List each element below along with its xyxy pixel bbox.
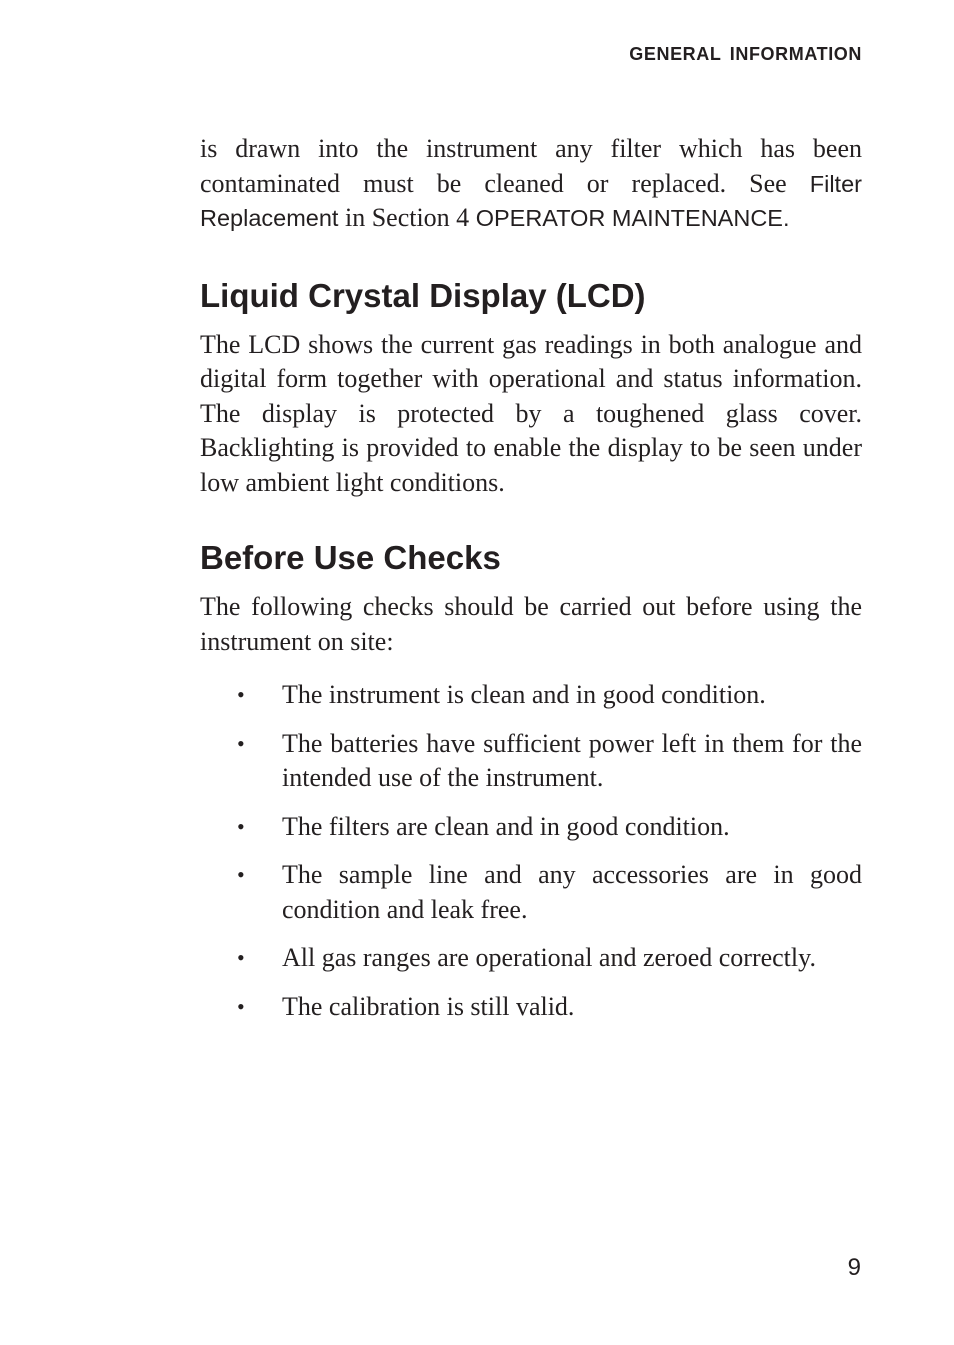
lcd-section-heading: Liquid Crystal Display (LCD)	[200, 276, 646, 314]
running-header: GENERAL INFORMATION	[629, 44, 862, 64]
check-item-text: The filters are clean and in good condition.	[282, 811, 730, 841]
bullet-icon: •	[237, 682, 245, 707]
intro-text-before: is drawn into the instrument any filter which has been contaminated must be cleaned or replaced. See	[200, 134, 862, 198]
check-item-calibration	[200, 990, 862, 1025]
before-use-checks-list	[200, 678, 862, 1024]
filter-replacement-reference: Filter Replacement	[200, 170, 862, 231]
check-item-text: The batteries have sufficient power left in them for the intended use of the instrument.	[282, 728, 862, 792]
check-item-sample-line	[200, 858, 862, 927]
before-use-checks-heading: Before Use Checks	[200, 539, 501, 576]
check-item-gas-ranges	[200, 941, 862, 976]
before-use-checks-intro: The following checks should be carried out before using the instrument on site:	[200, 592, 862, 656]
check-item-clean	[200, 678, 862, 713]
bullet-icon: •	[237, 862, 245, 887]
bullet-icon: •	[237, 730, 245, 756]
page-number: 9	[847, 1254, 861, 1281]
intro-text-middle: in Section 4	[338, 203, 476, 232]
check-item-text: The instrument is clean and in good condition.	[282, 680, 766, 709]
lcd-section-paragraph: The LCD shows the current gas readings in both analogue and digital form together with operational and status information. The display is protected by a toughened glass cover. Backlighting is provided to enable the display to be seen under low ambient light conditions.	[200, 329, 862, 497]
bullet-icon: •	[237, 945, 245, 970]
check-item-batteries	[200, 727, 862, 796]
page-content	[200, 132, 862, 1038]
check-item-text: The calibration is still valid.	[282, 991, 575, 1021]
check-item-text: The sample line and any accessories are in good condition and leak free.	[282, 860, 862, 924]
intro-paragraph	[200, 132, 862, 236]
operator-maintenance-reference: OPERATOR MAINTENANCE	[475, 205, 783, 231]
bullet-icon: •	[237, 813, 245, 839]
check-item-text: All gas ranges are operational and zeroed correctly.	[282, 943, 816, 972]
check-item-filters	[200, 810, 862, 845]
bullet-icon: •	[237, 993, 245, 1019]
intro-text-end: .	[782, 205, 790, 231]
